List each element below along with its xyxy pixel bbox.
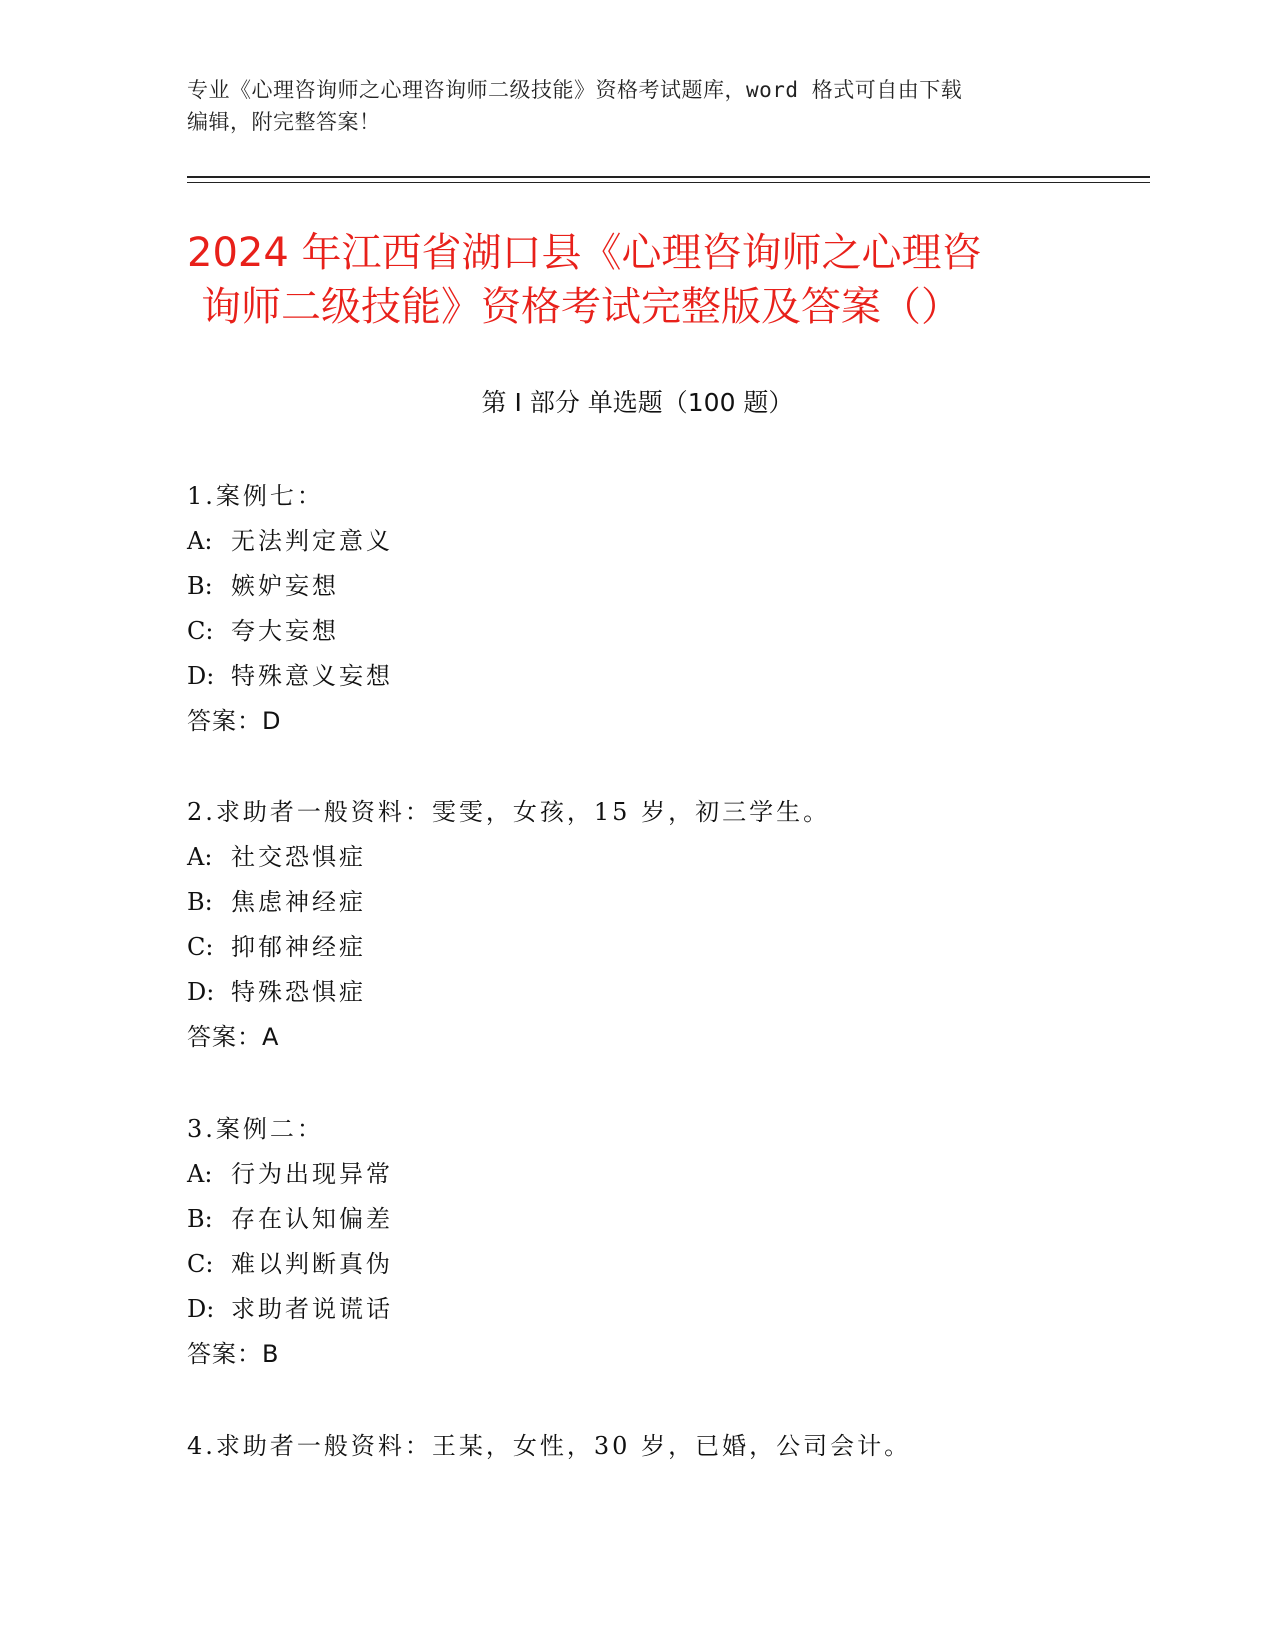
question-stem: 2.求助者一般资料：雯雯，女孩，15 岁，初三学生。 [187, 798, 831, 826]
question-stem: 4.求助者一般资料：王某，女性，30 岁，已婚，公司会计。 [187, 1432, 912, 1460]
option-text: 夸大妄想 [231, 617, 339, 645]
option-key: B: [187, 1205, 213, 1233]
option-c [187, 609, 1087, 654]
option-b [187, 880, 1087, 925]
document-title [187, 226, 1087, 334]
option-text: 嫉妒妄想 [231, 572, 339, 600]
question-4 [187, 1424, 1087, 1469]
option-key: C: [187, 617, 214, 645]
section-title: 第 I 部分 单选题（100 题） [481, 388, 794, 417]
option-text: 焦虑神经症 [231, 888, 366, 916]
option-key: D: [187, 978, 215, 1006]
question-stem: 3.案例二： [187, 1115, 324, 1143]
option-b [187, 564, 1087, 609]
option-key: B: [187, 888, 213, 916]
header-note-line-1: 专业《心理咨询师之心理咨询师二级技能》资格考试题库，word 格式可自由下载 [187, 78, 963, 102]
option-text: 难以判断真伪 [231, 1250, 393, 1278]
option-text: 特殊恐惧症 [231, 978, 366, 1006]
header-divider-thin [187, 182, 1150, 183]
answer-line: 答案：B [187, 1340, 280, 1368]
option-key: B: [187, 572, 213, 600]
option-text: 求助者说谎话 [231, 1295, 393, 1323]
option-c [187, 925, 1087, 970]
option-key: A: [187, 527, 213, 555]
option-key: A: [187, 843, 213, 871]
document-title-line-1: 2024 年江西省湖口县《心理咨询师之心理咨 [187, 230, 982, 276]
question-stem: 1.案例七： [187, 482, 324, 510]
answer-line: 答案：D [187, 707, 282, 735]
option-key: A: [187, 1160, 213, 1188]
option-a [187, 519, 1087, 564]
option-key: C: [187, 933, 214, 961]
option-text: 行为出现异常 [231, 1160, 393, 1188]
option-text: 存在认知偏差 [231, 1205, 393, 1233]
header-note [187, 74, 1067, 138]
header-divider-thick [187, 176, 1150, 178]
option-text: 社交恐惧症 [231, 843, 366, 871]
option-d [187, 970, 1087, 1015]
option-text: 无法判定意义 [231, 527, 393, 555]
option-a [187, 1152, 1087, 1197]
option-a [187, 835, 1087, 880]
option-d [187, 1287, 1087, 1332]
answer-line: 答案：A [187, 1023, 280, 1051]
option-key: D: [187, 662, 215, 690]
option-key: C: [187, 1250, 214, 1278]
question-2 [187, 790, 1087, 1060]
question-1 [187, 474, 1087, 744]
option-d [187, 654, 1087, 699]
question-3 [187, 1107, 1087, 1377]
option-text: 抑郁神经症 [231, 933, 366, 961]
option-text: 特殊意义妄想 [231, 662, 393, 690]
document-title-line-2: 询师二级技能》资格考试完整版及答案（） [201, 284, 961, 330]
header-note-line-2: 编辑，附完整答案！ [187, 110, 381, 134]
option-key: D: [187, 1295, 215, 1323]
option-b [187, 1197, 1087, 1242]
option-c [187, 1242, 1087, 1287]
